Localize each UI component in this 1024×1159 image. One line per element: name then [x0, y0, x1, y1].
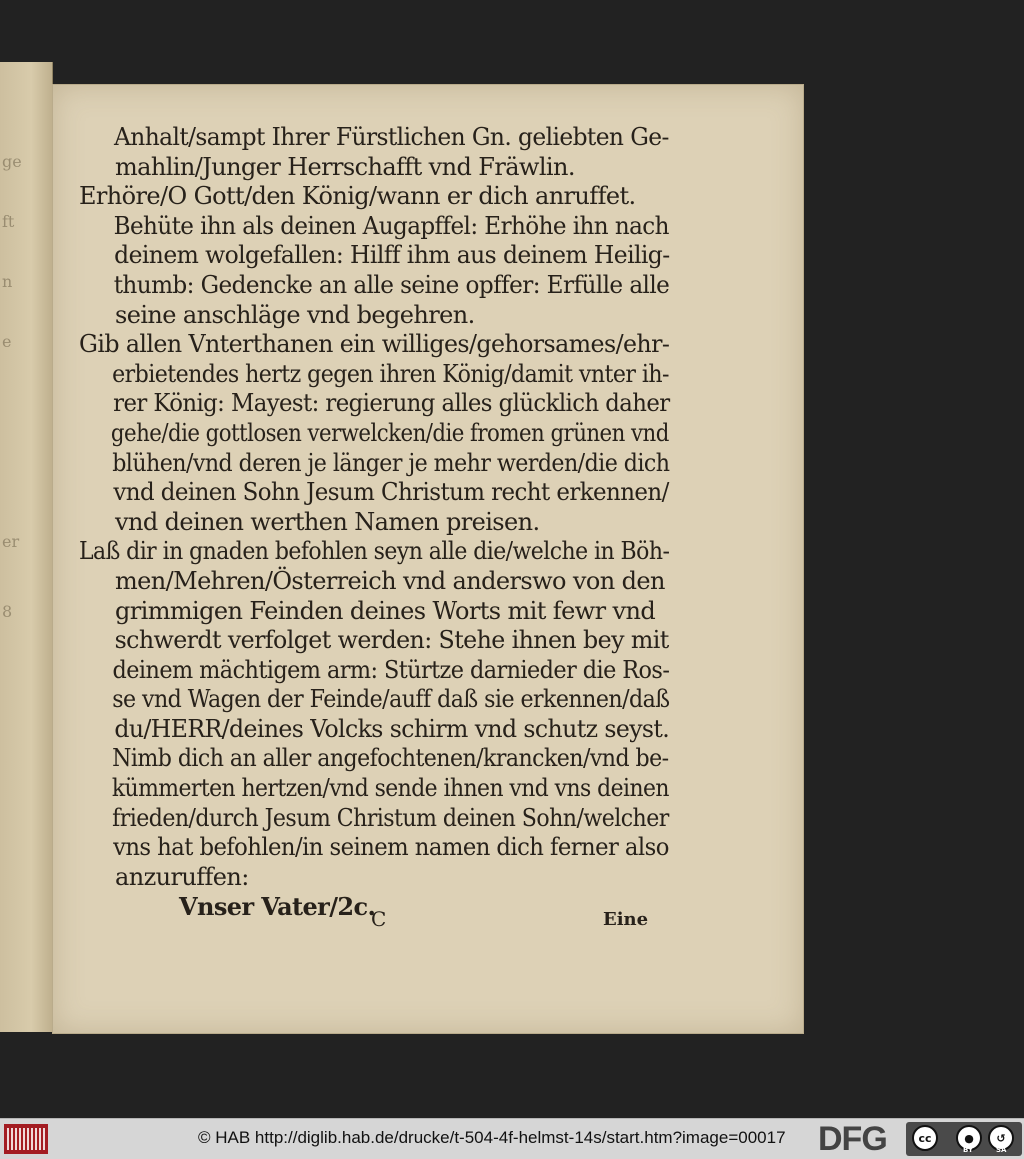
text-line: frieden/durch Jesum Christum deinen Sohn/welcher [112, 803, 669, 832]
catchword: Eine [603, 909, 649, 930]
text-line: du/HERR/deines Volcks schirm vnd schutz seyst. [114, 714, 670, 743]
text-line: anzuruffen: [115, 862, 249, 891]
text-line: deinem wolgefallen: Hilff ihm aus deinem Heilig- [114, 241, 670, 270]
footer-bar [0, 1118, 1024, 1159]
signature-mark: C [371, 907, 387, 931]
sa-label: SA [996, 1146, 1007, 1154]
text-line: mahlin/Junger Herrschafft vnd Fräwlin. [115, 152, 575, 181]
text-line: vnd deinen Sohn Jesum Christum recht erkennen/ [113, 478, 669, 507]
text-line: deinem mächtigem arm: Stürtze darnieder die Ros- [112, 655, 670, 684]
text-line: blühen/vnd deren je länger je mehr werden/die dich [112, 448, 670, 477]
text-line: gehe/die gottlosen verwelcken/die fromen grünen vnd [110, 418, 669, 447]
text-line: schwerdt verfolget werden: Stehe ihnen bey mit [114, 626, 669, 655]
text-line: seine anschläge vnd begehren. [115, 300, 475, 329]
text-line: Laß dir in gnaden befohlen seyn alle die/welche in Böh- [79, 537, 670, 566]
share-alike-icon: ↺ [988, 1125, 1014, 1151]
text-line: Nimb dich an aller angefochtenen/krancken/vnd be- [112, 744, 669, 773]
cc-icon: cc [912, 1125, 938, 1151]
attribution-icon: ● [956, 1125, 982, 1151]
text-line: kümmerten hertzen/vnd sende ihnen vnd vns deinen [111, 774, 669, 803]
hab-logo-icon[interactable] [4, 1124, 48, 1154]
text-line: men/Mehren/Österreich vnd anderswo von den [115, 566, 665, 595]
text-line: thumb: Gedencke an alle seine opffer: Erfülle alle [113, 270, 670, 299]
page-text-block [79, 123, 669, 922]
text-line: vns hat befohlen/in seinem namen dich ferner also [113, 833, 669, 862]
closing-line: Vnser Vater/2c. [179, 892, 376, 922]
text-line: Behüte ihn als deinen Augapffel: Erhöhe ihn nach [113, 211, 669, 240]
text-line: rer König: Mayest: regierung alles glücklich daher [113, 389, 670, 418]
text-line: vnd deinen werthen Namen preisen. [115, 507, 540, 536]
previous-page-edge: ge ft n e er 8 [0, 62, 53, 1032]
text-line: Anhalt/sampt Ihrer Fürstlichen Gn. geliebten Ge- [113, 123, 669, 151]
dfg-logo[interactable]: DFG [818, 1120, 887, 1158]
text-line: erbietendes hertz gegen ihren König/damit vnter ih- [112, 359, 669, 388]
text-line: se vnd Wagen der Feinde/auff daß sie erkennen/daß [112, 685, 670, 714]
text-line: grimmigen Feinden deines Worts mit fewr vnd [115, 596, 656, 625]
cc-license-badge[interactable] [906, 1122, 1022, 1156]
by-label: BY [963, 1146, 974, 1154]
scanned-page [52, 84, 804, 1034]
text-line: Gib allen Vnterthanen ein williges/gehorsames/ehr- [79, 330, 670, 359]
text-line: Erhöre/O Gott/den König/wann er dich anruffet. [79, 182, 636, 211]
page-foot [371, 907, 651, 937]
copyright-link[interactable]: © HAB http://diglib.hab.de/drucke/t-504-4f-helmst-14s/start.htm?image=00017 [198, 1128, 786, 1147]
